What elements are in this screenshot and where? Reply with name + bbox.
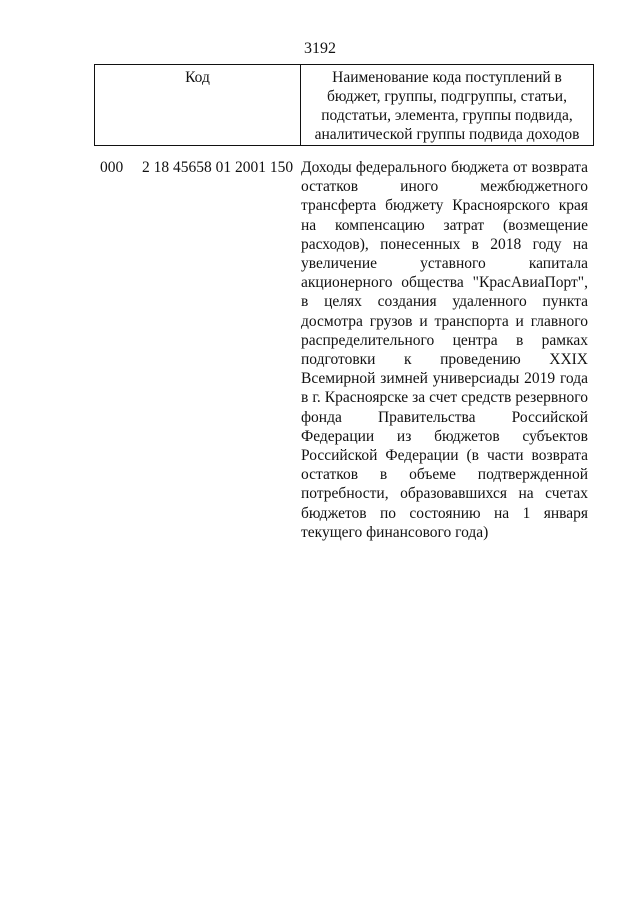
table-header	[94, 64, 594, 146]
header-name: Наименование кода поступлений в бюджет, группы, подгруппы, статьи, подстатьи, элемента, группы подвида, аналитической группы подвида доходов	[314, 69, 580, 143]
row-code: 2 18 45658 01 2001 150	[142, 159, 294, 176]
page-number: 3192	[304, 40, 336, 57]
row-admin-code: 000	[100, 159, 124, 176]
header-code: Код	[95, 65, 301, 145]
row-description: Доходы федерального бюджета от возврата остатков иного межбюджетного трансферта бюджету Красноярского края на компенсацию затрат (возмещение расходов), понесенных в 2018 году на увеличение уставного капитала акционерного общества "КрасАвиаПорт", в целях создания удаленного пункта досмотра грузов и транспорта и главного распределительного центра в рамках подготовки к проведению XXIX Всемирной зимней универсиады 2019 года в г. Красноярске за счет средств резервного фонда Правительства Российской Федерации из бюджетов субъектов Российской Федерации (в части возврата остатков в объеме подтвержденной потребности, образовавшихся на счетах бюджетов по состоянию на 1 января текущего финансового года)	[301, 159, 588, 541]
